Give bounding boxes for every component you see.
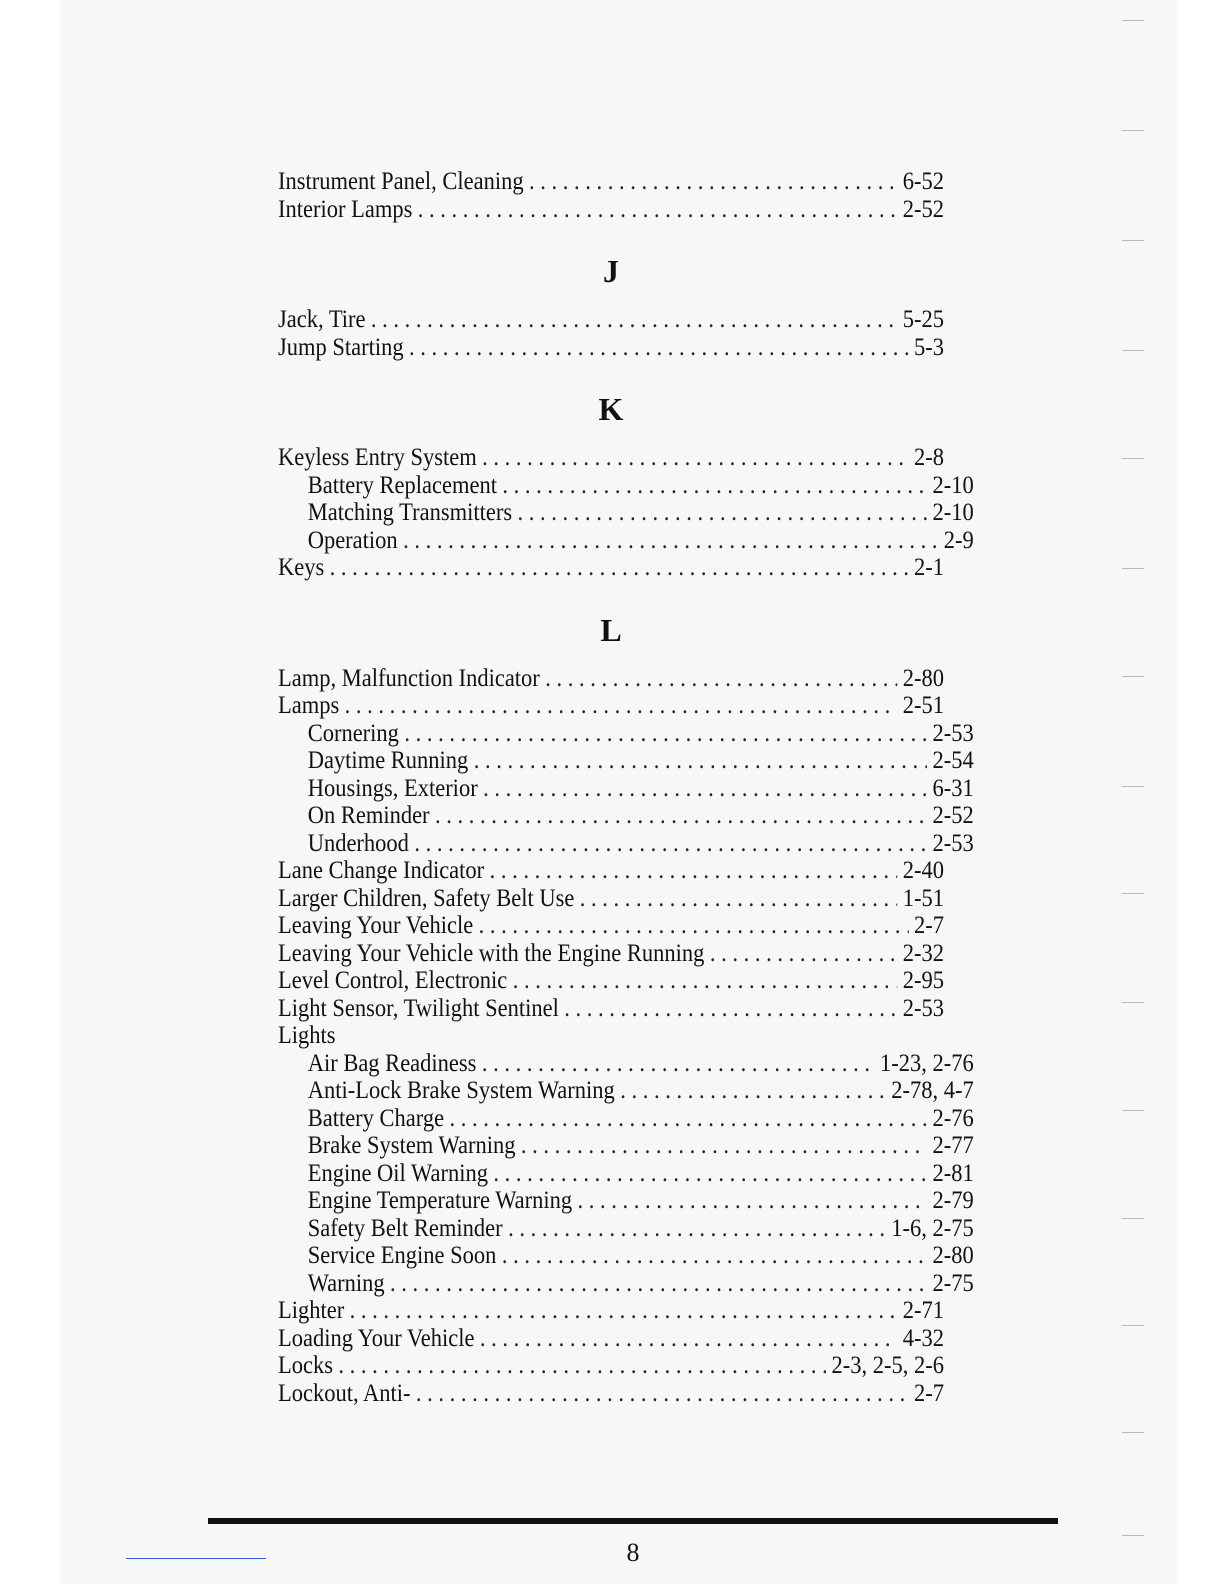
dot-leader — [418, 196, 898, 224]
letter-heading: J — [603, 253, 619, 289]
entry-page-ref: 1-51 — [902, 884, 944, 912]
index-entry — [278, 885, 944, 913]
entry-label: Battery Replacement — [307, 471, 497, 499]
letter-heading: L — [600, 611, 622, 648]
index-subentry — [278, 1215, 974, 1243]
dot-leader — [480, 1325, 898, 1353]
edge-mark — [1122, 1218, 1144, 1219]
dot-leader — [513, 967, 898, 995]
index-entry — [278, 940, 944, 968]
dot-leader — [403, 527, 938, 555]
entry-label: Larger Children, Safety Belt Use — [278, 884, 575, 912]
entry-label: Interior Lamps — [278, 195, 413, 223]
dot-leader — [390, 1270, 927, 1298]
entry-label: Instrument Panel, Cleaning — [278, 168, 524, 195]
section-gap — [278, 223, 944, 251]
entry-label: Lights — [278, 1022, 336, 1049]
entry-label: Leaving Your Vehicle with the Engine Running — [278, 939, 705, 967]
dot-leader — [371, 306, 897, 334]
index-subentry — [278, 1132, 974, 1160]
entry-page-ref: 2-8 — [914, 444, 944, 471]
dot-leader — [620, 1077, 886, 1105]
index-entry — [278, 692, 944, 720]
entry-page-ref: 1-23, 2-76 — [879, 1049, 974, 1077]
edge-mark — [1122, 130, 1144, 131]
index-entry — [278, 168, 944, 196]
entry-page-ref: 2-1 — [914, 554, 944, 581]
entry-label: Air Bag Readiness — [307, 1049, 477, 1077]
entry-label: Lane Change Indicator — [278, 857, 485, 884]
dot-leader — [479, 912, 909, 940]
index-entry — [278, 334, 944, 362]
entry-page-ref: 5-3 — [914, 333, 944, 361]
index-entry — [278, 1380, 944, 1408]
index-subentry — [278, 747, 974, 775]
entry-page-ref: 2-80 — [902, 664, 944, 692]
entry-label: Engine Temperature Warning — [307, 1187, 573, 1214]
dot-leader — [493, 1160, 927, 1188]
entry-page-ref: 2-71 — [902, 1297, 944, 1324]
entry-page-ref: 2-78, 4-7 — [891, 1077, 974, 1104]
page-number: 8 — [626, 1538, 640, 1567]
index-subentry — [278, 1105, 974, 1133]
section-gap — [278, 429, 944, 444]
index-subentry — [278, 527, 974, 555]
entry-label: Jack, Tire — [278, 306, 366, 333]
entry-label: Jump Starting — [278, 333, 404, 361]
entry-label: Loading Your Vehicle — [278, 1324, 475, 1352]
index-subentry — [278, 472, 974, 500]
dot-leader — [450, 1105, 928, 1133]
edge-mark — [1122, 786, 1144, 787]
edge-mark — [1122, 1110, 1144, 1111]
index-subentry — [278, 1050, 974, 1078]
dot-leader — [338, 1352, 826, 1380]
dot-leader — [508, 1215, 886, 1243]
dot-leader — [529, 168, 897, 196]
entry-page-ref: 2-32 — [902, 939, 944, 967]
index-subentry — [278, 1077, 974, 1105]
index-entry — [278, 1297, 944, 1325]
dot-leader — [330, 554, 909, 582]
index-subentry — [278, 830, 974, 858]
entry-page-ref: 2-10 — [932, 471, 974, 499]
entry-page-ref: 2-75 — [932, 1269, 974, 1297]
entry-label: Keyless Entry System — [278, 444, 477, 471]
index-content — [278, 168, 974, 1407]
dot-leader — [404, 720, 927, 748]
index-subentry — [278, 720, 974, 748]
entry-label: Cornering — [307, 719, 399, 747]
section-gap — [278, 650, 944, 665]
index-entry — [278, 1022, 944, 1050]
dot-leader — [483, 775, 927, 803]
entry-label: Light Sensor, Twilight Sentinel — [278, 994, 559, 1022]
index-entry — [278, 444, 944, 472]
footer-rule — [208, 1518, 1058, 1524]
entry-label: Lockout, Anti- — [278, 1379, 411, 1407]
index-subentry — [278, 802, 974, 830]
edge-mark — [1122, 240, 1144, 241]
entry-label: Brake System Warning — [307, 1132, 516, 1159]
edge-mark — [1122, 350, 1144, 351]
dot-leader — [435, 802, 927, 830]
entry-page-ref: 2-51 — [902, 692, 944, 719]
dot-leader — [482, 1050, 875, 1078]
index-subentry — [278, 1187, 974, 1215]
link-underline — [126, 1558, 266, 1559]
dot-leader — [345, 692, 898, 720]
index-subentry — [278, 499, 974, 527]
entry-label: Underhood — [307, 829, 409, 857]
dot-leader — [416, 1380, 909, 1408]
section-gap — [278, 291, 944, 306]
index-entry — [278, 665, 944, 693]
dot-leader — [482, 444, 908, 472]
entry-page-ref: 2-52 — [932, 802, 974, 829]
dot-leader — [502, 472, 927, 500]
entry-label: Service Engine Soon — [307, 1242, 497, 1269]
index-subentry — [278, 775, 974, 803]
edge-mark — [1122, 1432, 1144, 1433]
index-entry — [278, 306, 944, 334]
entry-page-ref: 2-52 — [902, 195, 944, 223]
entry-label: Lamps — [278, 692, 340, 719]
entry-label: Matching Transmitters — [307, 499, 513, 526]
entry-page-ref: 2-76 — [932, 1104, 974, 1132]
entry-label: Anti-Lock Brake System Warning — [307, 1077, 615, 1104]
index-entry — [278, 1352, 944, 1380]
entry-page-ref: 1-6, 2-75 — [891, 1214, 974, 1242]
dot-leader — [409, 334, 909, 362]
entry-page-ref: 2-53 — [932, 719, 974, 747]
entry-page-ref: 2-9 — [943, 526, 974, 554]
entry-label: Locks — [278, 1352, 333, 1379]
entry-label: Lighter — [278, 1297, 345, 1324]
entry-page-ref: 2-81 — [932, 1159, 974, 1187]
dot-leader — [710, 940, 898, 968]
index-entry — [278, 995, 944, 1023]
dot-leader — [350, 1297, 898, 1325]
edge-mark — [1122, 893, 1144, 894]
entry-page-ref: 2-7 — [914, 912, 944, 939]
edge-mark — [1122, 1002, 1144, 1003]
edge-mark — [1122, 1325, 1144, 1326]
entry-label: Battery Charge — [307, 1104, 445, 1132]
index-entry — [278, 1325, 944, 1353]
edge-mark — [1122, 458, 1144, 459]
edge-mark — [1122, 20, 1144, 21]
entry-page-ref: 2-53 — [932, 829, 974, 857]
entry-label: Leaving Your Vehicle — [278, 912, 474, 939]
entry-page-ref: 2-53 — [902, 994, 944, 1022]
entry-label: Lamp, Malfunction Indicator — [278, 664, 540, 692]
entry-label: Daytime Running — [307, 747, 469, 774]
index-subentry — [278, 1160, 974, 1188]
entry-page-ref: 2-7 — [914, 1379, 944, 1407]
entry-label: Warning — [307, 1269, 385, 1297]
entry-page-ref: 2-3, 2-5, 2-6 — [831, 1352, 944, 1379]
entry-label: Keys — [278, 554, 325, 581]
entry-label: Level Control, Electronic — [278, 967, 508, 994]
index-entry — [278, 912, 944, 940]
entry-label: Safety Belt Reminder — [307, 1214, 503, 1242]
entry-page-ref: 2-80 — [932, 1242, 974, 1269]
entry-page-ref: 2-54 — [932, 747, 974, 774]
edge-mark — [1122, 1535, 1144, 1536]
dot-leader — [564, 995, 897, 1023]
dot-leader — [580, 885, 898, 913]
entry-page-ref: 6-52 — [902, 168, 944, 195]
section-gap — [278, 361, 944, 389]
edge-mark — [1122, 568, 1144, 569]
index-entry — [278, 857, 944, 885]
index-entry — [278, 196, 944, 224]
entry-page-ref: 2-79 — [932, 1187, 974, 1214]
dot-leader — [414, 830, 927, 858]
entry-page-ref: 2-77 — [932, 1132, 974, 1159]
entry-label: On Reminder — [307, 802, 430, 829]
index-entry — [278, 967, 944, 995]
index-subentry — [278, 1242, 974, 1270]
entry-page-ref: 4-32 — [902, 1324, 944, 1352]
entry-label: Engine Oil Warning — [307, 1159, 488, 1187]
edge-mark — [1122, 676, 1144, 677]
dot-leader — [517, 499, 927, 527]
entry-label: Housings, Exterior — [307, 774, 478, 802]
dot-leader — [521, 1132, 927, 1160]
dot-leader — [490, 857, 898, 885]
dot-leader — [502, 1242, 927, 1270]
section-gap — [278, 582, 944, 610]
entry-page-ref: 2-95 — [902, 967, 944, 994]
letter-heading: K — [598, 391, 624, 427]
dot-leader — [474, 747, 927, 775]
entry-page-ref: 2-10 — [932, 499, 974, 526]
entry-page-ref: 2-40 — [902, 857, 944, 884]
entry-label: Operation — [307, 526, 398, 554]
index-entry — [278, 554, 944, 582]
dot-leader — [578, 1187, 928, 1215]
entry-page-ref: 6-31 — [932, 774, 974, 802]
dot-leader — [545, 665, 897, 693]
entry-page-ref: 5-25 — [902, 306, 944, 333]
index-subentry — [278, 1270, 974, 1298]
